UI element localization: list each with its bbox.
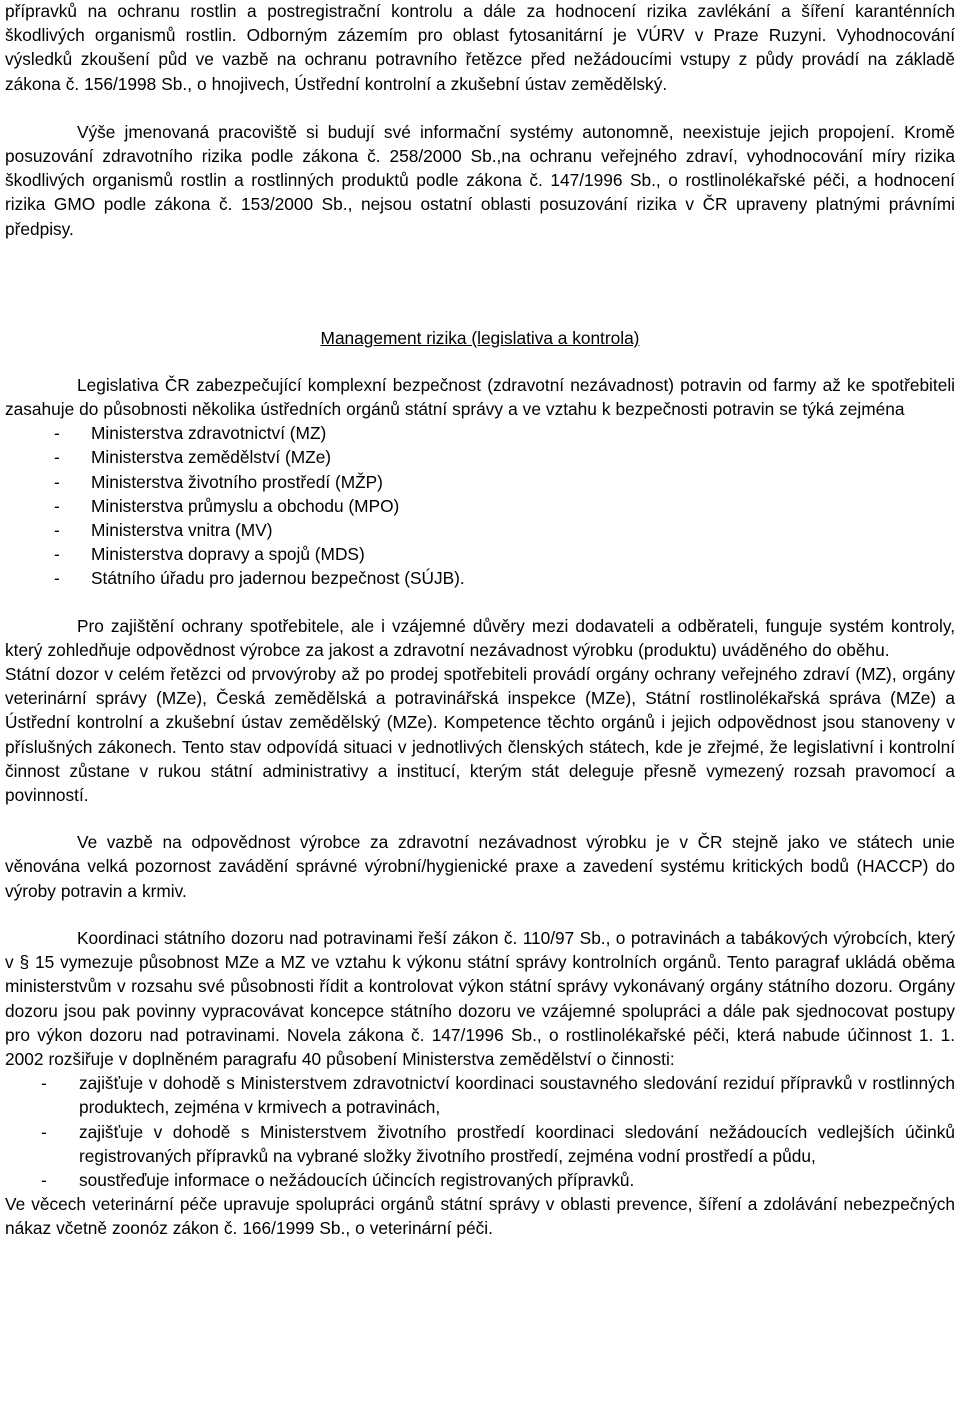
list-item: - Ministerstva dopravy a spojů (MDS) xyxy=(5,542,955,566)
list-item: - Ministerstva průmyslu a obchodu (MPO) xyxy=(5,494,955,518)
list-item: - Ministerstva zemědělství (MZe) xyxy=(5,445,955,469)
list-item: - Ministerstva zdravotnictví (MZ) xyxy=(5,421,955,445)
list-item: - Státního úřadu pro jadernou bezpečnost (SÚJB). xyxy=(5,566,955,590)
document-page xyxy=(5,0,955,1241)
dash-bullet: - xyxy=(54,544,60,565)
dash-bullet: - xyxy=(54,568,60,589)
list-item: - soustřeďuje informace o nežádoucích účincích registrovaných přípravků. xyxy=(5,1168,955,1192)
dash-bullet: - xyxy=(54,423,60,444)
dash-bullet: - xyxy=(54,520,60,541)
list-item: - Ministerstva životního prostředí (MŽP) xyxy=(5,470,955,494)
spacer xyxy=(5,241,955,326)
dash-bullet: - xyxy=(54,495,60,516)
dash-bullet: - xyxy=(41,1169,47,1190)
list-item: - Ministerstva vnitra (MV) xyxy=(5,518,955,542)
dash-bullet: - xyxy=(54,471,60,492)
section-heading: Management rizika (legislativa a kontrola) xyxy=(320,327,640,348)
dash-bullet: - xyxy=(41,1073,47,1094)
paragraph-haccp: Ve vazbě na odpovědnost výrobce za zdravotní nezávadnost výrobku je v ČR stejně jako ve státech unie věnována velká pozornost zavádění správné výrobní/hygienické praxe a zavedení systému kritických bodů (HACCP) do výroby potravin a krmiv. xyxy=(5,832,955,901)
paragraph-legislation-intro: Legislativa ČR zabezpečující komplexní bezpečnost (zdravotní nezávadnost) potravin od farmy až ke spotřebiteli zasahuje do působnosti několika ústředních orgánů státní správy a ve vztahu k bezpečnosti potravin se týká zejména xyxy=(5,374,955,420)
list-item: - zajišťuje v dohodě s Ministerstvem životního prostředí koordinaci sledování nežádoucích vedlejších účinků registrovaných přípravků na vybrané složky životního prostředí, zejména vodní prostředí a půdu, xyxy=(41,1121,955,1166)
duties-list xyxy=(5,1071,955,1192)
dash-bullet: - xyxy=(54,447,60,468)
dash-bullet: - xyxy=(41,1121,47,1142)
ministries-list xyxy=(5,421,955,590)
list-item: - zajišťuje v dohodě s Ministerstvem zdravotnictví koordinaci soustavného sledování reziduí přípravků v rostlinných produktech, zejména v krmivech a potravinách, xyxy=(41,1073,955,1118)
paragraph-coordination: Koordinaci státního dozoru nad potravinami řeší zákon č. 110/97 Sb., o potravinách a tabákových výrobcích, který v § 15 vymezuje působnost MZe a MZ ve vztahu k výkonu státní správy kontrolních orgánů. Tento paragraf ukládá oběma ministerstvům v rozsahu své působnosti řídit a kontrolovat výkon státní správy vykonávaný orgány státního dozoru. Orgány dozoru jsou pak povinny vypracovávat koncepce státního dozoru ve vzájemné spolupráci a dále pak sjednocovat postupy pro výkon dozoru nad potravinami. Novela zákona č. 147/1996 Sb., o rostlinolékařské péči, která nabude účinnost 1. 1. 2002 rozšiřuje v doplněném paragrafu 40 působení Ministerstva zemědělství o činnosti: xyxy=(5,927,955,1069)
spacer xyxy=(5,350,955,373)
paragraph-veterinary: Ve věcech veterinární péče upravuje spolupráci orgánů státní správy v oblasti prevence, šíření a zdolávání nebezpečných nákaz včetně zoonóz zákon č. 166/1999 Sb., o veterinární péči. xyxy=(5,1194,955,1239)
paragraph-state-supervision: Státní dozor v celém řetězci od prvovýroby až po prodej spotřebiteli provádí orgány ochrany veřejného zdraví (MZ), orgány veterinární správy (MZe), Česká zemědělská a potravinářská inspekce (MZe), Státní rostlinolékařská správa (MZe) a Ústřední kontrolní a zkušební ústav zemědělský (MZe). Kompetence těchto orgánů i jejich odpovědnost jsou stanoveny v příslušných zákonech. Tento stav odpovídá situaci v jednotlivých členských státech, kde je zřejmé, že legislativní i kontrolní činnost zůstane v rukou státní administrativy a institucí, kterým stát deleguje přesně vymezený rozsah pravomocí a povinností. xyxy=(5,664,955,806)
paragraph-information-systems: Výše jmenovaná pracoviště si budují své informační systémy autonomně, neexistuje jejich propojení. Kromě posuzování zdravotního rizika podle zákona č. 258/2000 Sb.,na ochranu veřejného zdraví, vyhodnocování míry rizika škodlivých organismů rostlin a rostlinných produktů podle zákona č. 147/1996 Sb., o rostlinolékařské péči, a hodnocení rizika GMO podle zákona č. 153/2000 Sb., nejsou ostatní oblasti posuzování rizika v ČR upraveny platnými právními předpisy. xyxy=(5,121,955,239)
paragraph-plant-protection: přípravků na ochranu rostlin a postregistrační kontrolu a dále za hodnocení rizika zavlékání a šíření karanténních škodlivých organismů rostlin. Odborným zázemím pro oblast fytosanitární je VÚRV v Praze Ruzyni. Vyhodnocování výsledků zkoušení půd ve vazbě na ochranu potravního řetězce před nežádoucími vstupy z půdy provádí na základě zákona č. 156/1998 Sb., o hnojivech, Ústřední kontrolní a zkušební ústav zemědělský. xyxy=(5,1,955,94)
paragraph-control-system: Pro zajištění ochrany spotřebitele, ale i vzájemné důvěry mezi dodavateli a odběrateli, funguje systém kontroly, který zohledňuje odpovědnost výrobce za jakost a zdravotní nezávadnost výrobku (produktu) uváděného do oběhu. xyxy=(5,615,955,660)
